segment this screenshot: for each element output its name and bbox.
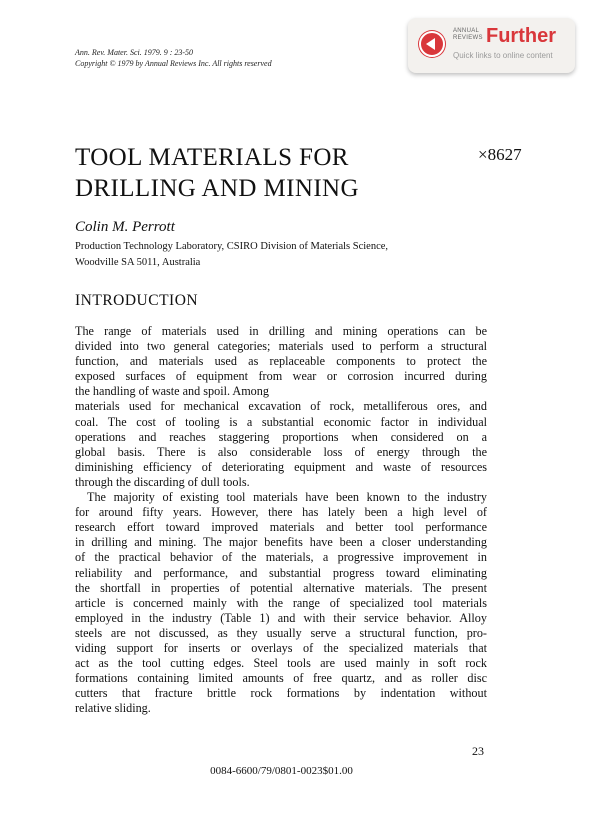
text-line: coal. The cost of tooling is a substantial economic factor in individual	[75, 414, 487, 429]
text-line: cutters that fracture brittle rock formations by indentation without	[75, 686, 487, 701]
text-line: relative sliding.	[75, 701, 151, 716]
further-badge[interactable]	[408, 18, 575, 73]
text-line: divided into two general categories; materials used to perform a structural	[75, 339, 487, 354]
text-line: the handling of waste and spoil. Among	[75, 384, 269, 399]
author-affiliation	[75, 239, 388, 271]
text-line: operations and reaches staggering proportions when considered on a	[75, 429, 487, 444]
article-title-line-1: TOOL MATERIALS FOR	[75, 144, 349, 171]
text-line: materials used for mechanical excavation of rock, metalliferous ores, and	[75, 399, 487, 414]
text-line: act as the tool cutting edges. Steel tools are used mainly in soft rock	[75, 656, 487, 671]
text-line: through the discarding of dull tools.	[75, 474, 250, 489]
footer-code-text: 0084-6600/79/0801-0023$01.00	[210, 765, 353, 777]
text-line: for around fifty years. However, there has lately been a high level of	[75, 505, 487, 520]
article-title-line-2: DRILLING AND MINING	[75, 175, 359, 202]
text-line: article is concerned mainly with the range of specialized tool materials	[75, 595, 487, 610]
article-code: ×8627	[478, 145, 522, 164]
author-name: Colin M. Perrott	[75, 219, 175, 235]
journal-citation	[75, 47, 272, 69]
text-line: of the practical behavior of the materials, a progressive improvement in	[75, 550, 487, 565]
play-back-icon	[418, 30, 446, 58]
journal-line: Ann. Rev. Mater. Sci. 1979. 9 : 23-50	[75, 48, 194, 57]
text-line: the shortfall in properties of potential alternative materials. The present	[75, 580, 487, 595]
article-title	[75, 142, 359, 204]
footer-code	[0, 765, 593, 777]
text-line: in drilling and mining. The major benefits have been a closer understanding	[75, 535, 487, 550]
paragraph-2	[75, 490, 487, 716]
copyright-line: Copyright © 1979 by Annual Reviews Inc. All rights reserved	[75, 59, 272, 68]
paragraph-1	[75, 324, 487, 490]
affiliation-line-2: Woodville SA 5011, Australia	[75, 257, 201, 268]
further-title: Further	[486, 25, 556, 47]
affiliation-line-1: Production Technology Laboratory, CSIRO Division of Materials Science,	[75, 241, 389, 252]
page-number: 23	[472, 744, 484, 758]
text-line: exposed surfaces of equipment from wear or corrosion incurred during	[75, 369, 487, 384]
further-subtitle: Quick links to online content	[453, 51, 553, 60]
text-line: viding support for inserts or overlays of the specialized materials that	[75, 640, 487, 655]
text-line: diminishing efficiency of deteriorating equipment and waste of resources	[75, 459, 487, 474]
text-line: research effort toward improved materials and better tool performance	[75, 520, 487, 535]
text-line: reliability and performance, and substantial progress toward eliminating	[75, 565, 487, 580]
text-line: The range of materials used in drilling and mining operations can be	[75, 324, 487, 338]
text-line: The majority of existing tool materials have been known to the industry	[87, 490, 487, 505]
text-line: function, and materials used as replaceable components to protect the	[75, 354, 487, 369]
text-line: formations containing limited amounts of free quartz, and as roller disc	[75, 671, 487, 686]
text-line: employed in the industry (Table 1) and with their service behavior. Alloy	[75, 610, 487, 625]
section-heading: INTRODUCTION	[75, 292, 199, 309]
text-line: steels are not discussed, as they usually serve a structural function, pro-	[75, 625, 487, 640]
annual-reviews-logo-text: ANNUAL REVIEWS	[453, 28, 483, 41]
body-text	[75, 324, 487, 716]
text-line: global basis. There is also considerable loss of energy through the	[75, 444, 487, 459]
